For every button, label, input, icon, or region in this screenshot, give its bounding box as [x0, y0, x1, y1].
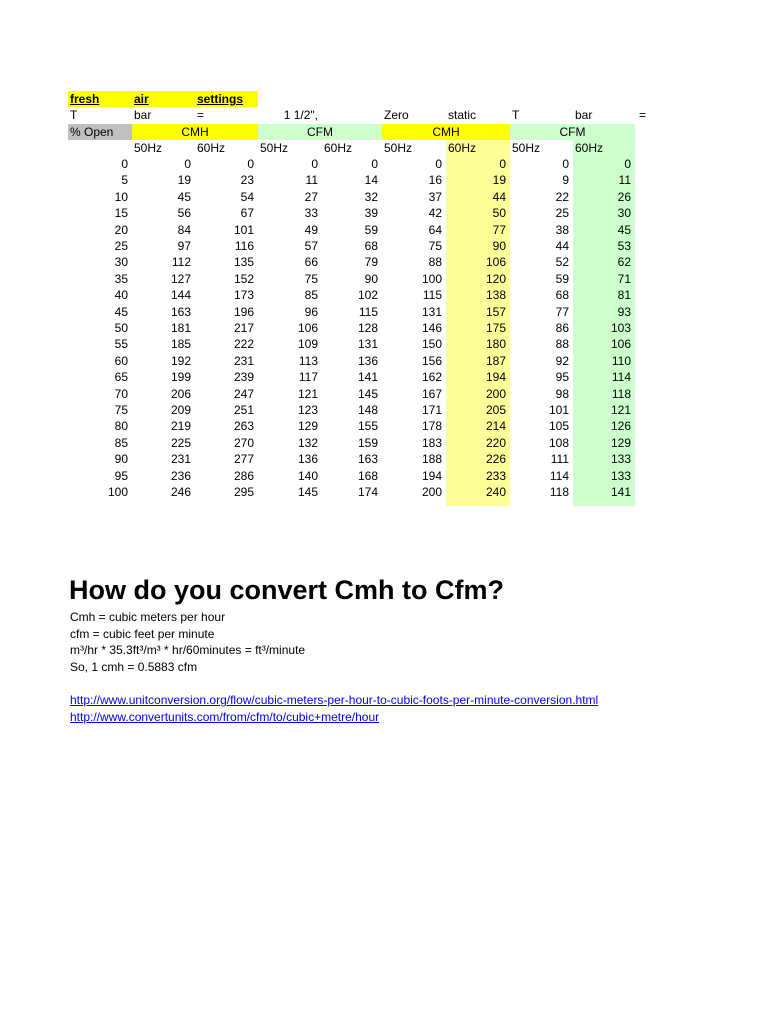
table-cell: 90: [364, 271, 378, 286]
table-cell: 131: [421, 304, 442, 319]
table-cell: 9: [562, 173, 569, 188]
table-cell: 148: [357, 403, 378, 417]
table-cell: 42: [428, 206, 442, 221]
table-cell: 11: [305, 173, 318, 188]
table-cell: 200: [421, 485, 442, 499]
table-cell: 156: [421, 353, 442, 368]
table-cell: 185: [170, 337, 191, 352]
table-cell: 187: [485, 353, 506, 368]
table-cell: 66: [304, 255, 318, 270]
table-cell: 97: [177, 239, 191, 253]
table-cell: 240: [485, 485, 506, 499]
hz-label: 50Hz: [134, 141, 163, 155]
table-cell: 56: [177, 206, 191, 221]
table-cell: 129: [610, 435, 631, 450]
table-cell: 286: [233, 468, 254, 483]
table-cell: 163: [170, 304, 191, 319]
table-cell: 141: [357, 370, 378, 385]
table-cell: 115: [358, 304, 378, 319]
table-cell: 178: [421, 419, 442, 434]
table-cell: 0: [247, 157, 254, 171]
table-cell: 246: [170, 485, 191, 499]
table-cell: 138: [485, 288, 506, 303]
table-cell: 162: [421, 370, 442, 385]
table-cell: 110: [611, 353, 631, 368]
table-cell: 231: [233, 353, 254, 368]
table-cell: 67: [240, 206, 254, 221]
table-cell: 118: [549, 485, 569, 499]
table-cell: 68: [364, 239, 378, 253]
header-t2: T: [512, 108, 520, 122]
table-cell: 77: [555, 304, 569, 319]
table-cell: 163: [357, 452, 378, 467]
table-cell: 144: [170, 288, 191, 303]
table-cell: 231: [170, 452, 191, 467]
table-cell: 14: [364, 173, 378, 188]
hz-label: 60Hz: [324, 141, 353, 155]
table-cell: 88: [555, 337, 569, 352]
percent-open-cell: 20: [114, 222, 128, 237]
percent-open-cell: 60: [114, 353, 128, 368]
header-cmh-2: CMH: [382, 124, 510, 140]
header-static: static: [448, 108, 477, 122]
table-cell: 0: [499, 157, 506, 171]
table-cell: 26: [617, 189, 631, 204]
table-cell: 152: [233, 271, 254, 286]
table-cell: 159: [357, 435, 378, 450]
table-cell: 145: [297, 485, 318, 499]
table-cell: 106: [485, 255, 506, 270]
hz-label: 50Hz: [512, 141, 541, 155]
table-cell: 199: [170, 370, 191, 385]
percent-open-cell: 75: [114, 403, 128, 417]
table-cell: 0: [311, 157, 318, 171]
table-cell: 57: [304, 239, 318, 253]
table-cell: 114: [611, 370, 631, 385]
table-cell: 236: [170, 468, 191, 483]
percent-open-cell: 85: [114, 435, 128, 450]
header-fresh: fresh: [68, 91, 132, 107]
table-cell: 155: [357, 419, 378, 434]
table-cell: 217: [233, 321, 254, 335]
header-zero: Zero: [384, 108, 409, 122]
table-cell: 247: [233, 386, 254, 401]
table-cell: 86: [555, 321, 569, 335]
table-cell: 209: [170, 403, 191, 417]
table-cell: 214: [485, 419, 506, 434]
table-cell: 225: [170, 435, 191, 450]
table-cell: 101: [233, 222, 254, 237]
percent-open-cell: 0: [121, 157, 128, 171]
table-cell: 146: [421, 321, 442, 335]
table-cell: 32: [364, 189, 378, 204]
table-cell: 22: [555, 189, 569, 204]
table-cell: 114: [549, 468, 569, 483]
table-cell: 171: [421, 403, 442, 417]
table-cell: 33: [304, 206, 318, 221]
header-percent-open: % Open: [68, 124, 132, 140]
table-cell: 98: [555, 386, 569, 401]
table-cell: 128: [357, 321, 378, 335]
table-cell: 180: [485, 337, 506, 352]
table-cell: 102: [357, 288, 378, 303]
table-cell: 141: [610, 485, 631, 499]
table-cell: 100: [421, 271, 442, 286]
table-cell: 85: [304, 288, 318, 303]
header-air: air: [132, 91, 195, 107]
table-cell: 233: [485, 468, 506, 483]
note-result: So, 1 cmh = 0.5883 cfm: [70, 660, 198, 674]
table-cell: 0: [562, 157, 569, 171]
table-cell: 109: [297, 337, 318, 352]
table-cell: 173: [233, 288, 254, 303]
table-cell: 106: [610, 337, 631, 352]
header-t: T: [70, 108, 78, 122]
hz-label: 60Hz: [575, 141, 604, 155]
table-cell: 0: [371, 157, 378, 171]
percent-open-cell: 10: [114, 189, 128, 204]
table-cell: 251: [233, 403, 254, 417]
table-cell: 126: [610, 419, 631, 434]
table-cell: 96: [304, 304, 318, 319]
table-cell: 112: [171, 255, 191, 270]
percent-open-cell: 90: [114, 452, 128, 467]
table-cell: 25: [555, 206, 569, 221]
table-cell: 30: [617, 206, 631, 221]
table-cell: 135: [233, 255, 254, 270]
table-cell: 140: [297, 468, 318, 483]
header-bar2: bar: [575, 108, 593, 122]
percent-open-cell: 50: [114, 321, 128, 335]
percent-open-cell: 15: [114, 206, 128, 221]
table-cell: 181: [170, 321, 191, 335]
table-cell: 174: [357, 485, 378, 499]
table-cell: 62: [617, 255, 631, 270]
table-cell: 113: [298, 353, 318, 368]
percent-open-cell: 65: [114, 370, 128, 385]
percent-open-cell: 80: [114, 419, 128, 434]
header-equals: =: [197, 108, 205, 122]
table-cell: 129: [297, 419, 318, 434]
table-cell: 81: [617, 288, 631, 303]
percent-open-cell: 35: [114, 271, 128, 286]
table-cell: 115: [422, 288, 442, 303]
table-cell: 45: [617, 222, 631, 237]
table-cell: 196: [233, 304, 254, 319]
table-cell: 131: [357, 337, 378, 352]
table-cell: 220: [485, 435, 506, 450]
table-cell: 19: [177, 173, 191, 188]
table-cell: 145: [357, 386, 378, 401]
table-cell: 157: [485, 304, 506, 319]
table-cell: 64: [428, 222, 442, 237]
table-cell: 123: [297, 403, 318, 417]
table-cell: 90: [492, 239, 506, 253]
table-cell: 50: [492, 206, 506, 221]
table-cell: 0: [184, 157, 191, 171]
table-cell: 121: [610, 403, 631, 417]
table-cell: 92: [555, 353, 569, 368]
table-cell: 16: [428, 173, 442, 188]
table-cell: 23: [240, 173, 254, 188]
table-cell: 205: [485, 403, 506, 417]
table-cell: 277: [233, 452, 254, 467]
table-cell: 105: [548, 419, 569, 434]
table-cell: 116: [234, 239, 254, 253]
table-cell: 150: [421, 337, 442, 352]
note-cfm-definition: cfm = cubic feet per minute: [70, 627, 215, 641]
table-cell: 136: [357, 353, 378, 368]
table-cell: 295: [233, 485, 254, 499]
table-cell: 219: [170, 419, 191, 434]
table-cell: 75: [304, 271, 318, 286]
table-cell: 0: [435, 157, 442, 171]
percent-open-cell: 30: [114, 255, 128, 270]
table-cell: 132: [297, 435, 318, 450]
percent-open-cell: 95: [114, 468, 128, 483]
table-cell: 103: [610, 321, 631, 335]
table-cell: 84: [177, 222, 191, 237]
table-cell: 0: [624, 157, 631, 171]
header-bar: bar: [134, 108, 152, 122]
table-cell: 106: [297, 321, 318, 335]
table-cell: 37: [428, 189, 442, 204]
table-cell: 121: [297, 386, 318, 401]
percent-open-cell: 55: [114, 337, 128, 352]
table-cell: 183: [421, 435, 442, 450]
header-cmh-1: CMH: [132, 124, 258, 140]
table-cell: 95: [555, 370, 569, 385]
percent-open-cell: 70: [114, 386, 128, 401]
table-cell: 111: [550, 452, 569, 467]
header-equals2: =: [638, 108, 646, 122]
table-cell: 239: [233, 370, 254, 385]
header-cfm-2: CFM: [510, 124, 635, 140]
header-settings: settings: [195, 91, 258, 107]
hz-label: 60Hz: [446, 140, 510, 156]
hz-label: 50Hz: [384, 141, 413, 155]
table-cell: 19: [492, 173, 506, 188]
table-cell: 75: [428, 239, 442, 253]
table-cell: 88: [428, 255, 442, 270]
table-cell: 136: [297, 452, 318, 467]
hz-label: 60Hz: [197, 141, 226, 155]
note-formula: m³/hr * 35.3ft³/m³ * hr/60minutes = ft³/minute: [70, 643, 306, 657]
table-cell: 45: [177, 189, 191, 204]
table-cell: 222: [233, 337, 254, 352]
table-cell: 263: [233, 419, 254, 434]
table-cell: 54: [240, 189, 254, 204]
table-cell: 270: [233, 435, 254, 450]
table-cell: 168: [357, 468, 378, 483]
percent-open-cell: 40: [114, 288, 128, 303]
table-cell: 194: [421, 468, 442, 483]
table-cell: 127: [170, 271, 191, 286]
table-cell: 175: [485, 321, 506, 335]
table-cell: 27: [304, 189, 318, 204]
table-cell: 79: [364, 255, 378, 270]
table-cell: 52: [555, 255, 569, 270]
table-cell: 44: [492, 189, 506, 204]
table-cell: 39: [364, 206, 378, 221]
percent-open-cell: 25: [114, 239, 128, 253]
table-cell: 68: [555, 288, 569, 303]
table-cell: 101: [548, 403, 569, 417]
table-cell: 206: [170, 386, 191, 401]
link-unitconversion[interactable]: http://www.unitconversion.org/flow/cubic-meters-per-hour-to-cubic-foots-per-minute-conversion.html: [70, 693, 599, 707]
table-cell: 44: [555, 239, 569, 253]
table-cell: 38: [555, 222, 569, 237]
table-cell: 108: [548, 435, 569, 450]
percent-open-cell: 100: [107, 485, 128, 499]
table-cell: 11: [618, 173, 631, 188]
percent-open-cell: 45: [114, 304, 128, 319]
header-size: 1 1/2",: [283, 108, 318, 122]
table-cell: 226: [485, 452, 506, 467]
table-cell: 93: [617, 304, 631, 319]
table-cell: 133: [610, 452, 631, 467]
table-cell: 118: [611, 386, 631, 401]
table-cell: 53: [617, 239, 631, 253]
percent-open-cell: 5: [121, 173, 128, 188]
table-cell: 59: [555, 271, 569, 286]
table-cell: 77: [492, 222, 506, 237]
link-convertunits[interactable]: http://www.convertunits.com/from/cfm/to/cubic+metre/hour: [70, 710, 380, 724]
table-cell: 49: [304, 222, 318, 237]
table-cell: 59: [364, 222, 378, 237]
table-cell: 120: [485, 271, 506, 286]
table-cell: 167: [421, 386, 442, 401]
table-cell: 71: [617, 271, 631, 286]
table-cell: 194: [485, 370, 506, 385]
header-cfm-1: CFM: [258, 124, 382, 140]
table-cell: 200: [485, 386, 506, 401]
table-cell: 133: [610, 468, 631, 483]
table-cell: 188: [421, 452, 442, 467]
page-heading: How do you convert Cmh to Cfm?: [69, 575, 504, 605]
hz-label: 50Hz: [260, 141, 289, 155]
note-cmh-definition: Cmh = cubic meters per hour: [70, 610, 226, 624]
table-cell: 192: [170, 353, 191, 368]
table-cell: 117: [298, 370, 318, 385]
